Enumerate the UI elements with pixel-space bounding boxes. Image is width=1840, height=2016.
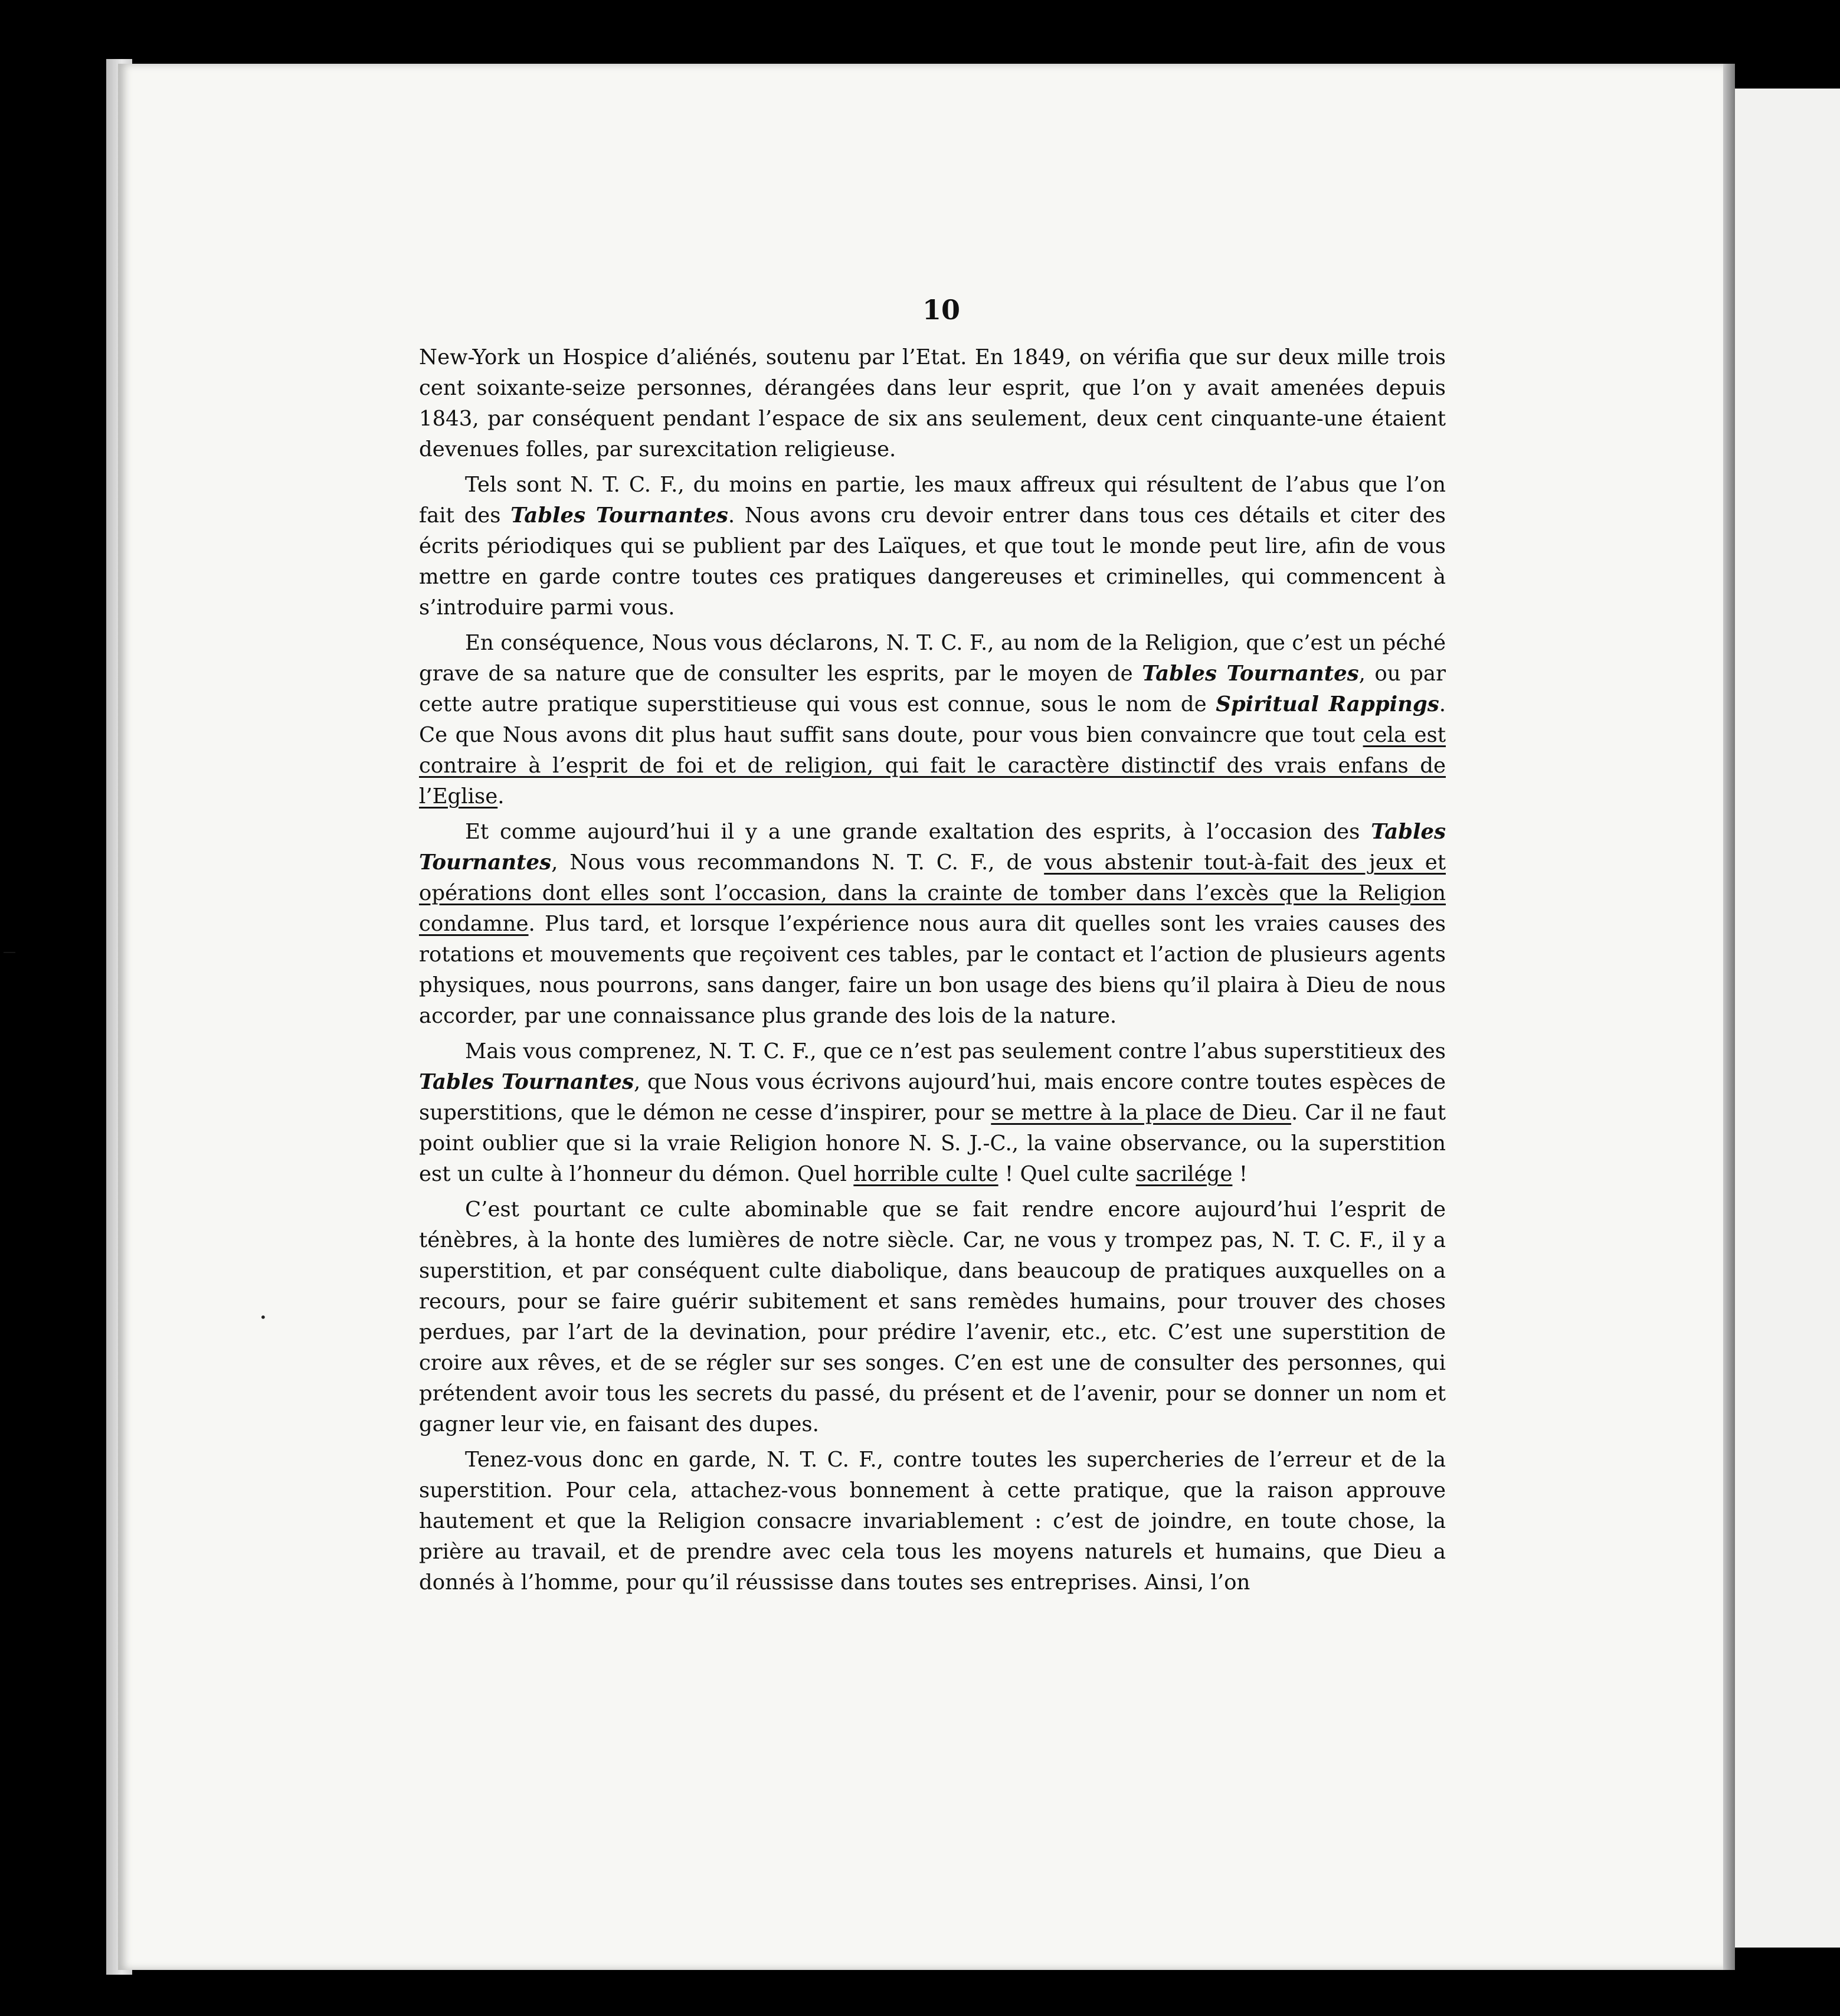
paragraph <box>419 1036 1446 1190</box>
underlined-passage: se mettre à la place de Dieu <box>991 1101 1292 1125</box>
text-run: , ou par cette autre pratique superstitieuse qui vous est connue, sous le nom de <box>419 662 1446 716</box>
text-run: Et comme aujourd’hui il y a une grande exaltation des esprits, à l’occasion des <box>465 820 1371 844</box>
italic-term: Tables Tournantes <box>510 503 728 528</box>
text-run: Tenez-vous donc en garde, N. T. C. F., contre toutes les supercheries de l’erreur et de la superstition. Pour cela, attachez-vous bonnement à cette pratique, que la raison approuve hautement et que la Religion consacre invariablement : c’est de joindre, en toute chose, la prière au travail, et de prendre avec cela tous les moyens naturels et humains, que Dieu a donnés à l’homme, pour qu’il réussisse dans toutes ses entreprises. Ainsi, l’on <box>419 1448 1446 1595</box>
italic-term: Tables Tournantes <box>419 1070 634 1094</box>
paragraph <box>419 342 1446 465</box>
text-run: ! Quel culte <box>998 1162 1136 1186</box>
margin-mark: ― <box>4 944 15 958</box>
text-run: ! <box>1232 1162 1248 1186</box>
paragraph <box>419 470 1446 623</box>
italic-term: Spiritual Rappings <box>1216 692 1439 716</box>
text-run: En conséquence, Nous vous déclarons, N. T. C. F., au nom de la Religion, que c’est un péché grave de sa nature que de consulter les esprits, par le moyen de <box>419 631 1446 686</box>
facing-page <box>1735 89 1840 1948</box>
body-text <box>419 342 1446 1603</box>
margin-dot: • <box>260 1310 267 1324</box>
text-run: New-York un Hospice d’aliénés, soutenu par l’Etat. En 1849, on vérifia que sur deux mille trois cent soixante-seize personnes, dérangées dans leur esprit, que l’on y avait amenées depuis 1843, par conséquent pendant l’espace de six ans seulement, deux cent cinquante-une étaient devenues folles, par surexcitation religieuse. <box>419 345 1446 462</box>
paragraph <box>419 628 1446 812</box>
book-gutter <box>1722 64 1735 1970</box>
page-number: 10 <box>922 294 960 326</box>
text-run: Tels sont N. T. C. F., du moins en partie, les maux affreux qui résultent de l’abus que l’on fait des <box>419 473 1446 528</box>
text-run: , Nous vous recommandons N. T. C. F., de <box>551 850 1045 875</box>
underlined-passage: sacrilége <box>1135 1162 1233 1186</box>
underlined-passage: vous abstenir tout-à-fait des jeux et opérations dont elles sont l’occasion, dans la crainte de tomber dans l’excès que la Religion condamne <box>419 850 1446 936</box>
text-run: . <box>497 784 505 809</box>
italic-term: Tables Tournantes <box>1142 662 1359 686</box>
underlined-passage: horrible culte <box>853 1162 998 1186</box>
italic-term: Tables Tournantes <box>419 820 1446 875</box>
paragraph <box>419 1445 1446 1598</box>
paragraph <box>419 1194 1446 1440</box>
paragraph <box>419 817 1446 1032</box>
text-run: Mais vous comprenez, N. T. C. F., que ce n’est pas seulement contre l’abus superstitieux des <box>465 1039 1446 1063</box>
text-run: . Car il ne faut point oublier que si la vraie Religion honore N. S. J.-C., la vaine observance, ou la superstition est un culte à l’honneur du démon. Quel <box>419 1101 1446 1186</box>
text-run: , que Nous vous écrivons aujourd’hui, mais encore contre toutes espèces de superstitions, que le démon ne cesse d’inspirer, pour <box>419 1070 1446 1125</box>
text-run: . Ce que Nous avons dit plus haut suffit sans doute, pour vous bien convaincre que tout <box>419 692 1446 747</box>
underlined-passage: cela est contraire à l’esprit de foi et de religion, qui fait le caractère distinctif des vrais enfans de l’Eglise <box>419 723 1446 809</box>
text-run: . Nous avons cru devoir entrer dans tous ces détails et citer des écrits périodiques qui se publient par des Laïques, et que tout le monde peut lire, afin de vous mettre en garde contre toutes ces pratiques dangereuses et criminelles, qui commencent à s’introduire parmi vous. <box>419 503 1446 620</box>
text-run: C’est pourtant ce culte abominable que se fait rendre encore aujourd’hui l’esprit de ténèbres, à la honte des lumières de notre siècle. Car, ne vous y trompez pas, N. T. C. F., il y a superstition, et par conséquent culte diabolique, dans beaucoup de pratiques auxquelles on a recours, pour se faire guérir subitement et sans remèdes humains, pour trouver des choses perdues, par l’art de la devination, pour prédire l’avenir, etc., etc. C’est une superstition de croire aux rêves, et de se régler sur ses songes. C’en est une de consulter des personnes, qui prétendent avoir tous les secrets du passé, du présent et de l’avenir, pour se donner un nom et gagner leur vie, en faisant des dupes. <box>419 1197 1446 1436</box>
text-run: . Plus tard, et lorsque l’expérience nous aura dit quelles sont les vraies causes des rotations et mouvements que reçoivent ces tables, par le contact et l’action de plusieurs agents physiques, nous pourrons, sans danger, faire un bon usage des biens qu’il plaira à Dieu de nous accorder, par une connaissance plus grande des lois de la nature. <box>419 912 1446 1028</box>
